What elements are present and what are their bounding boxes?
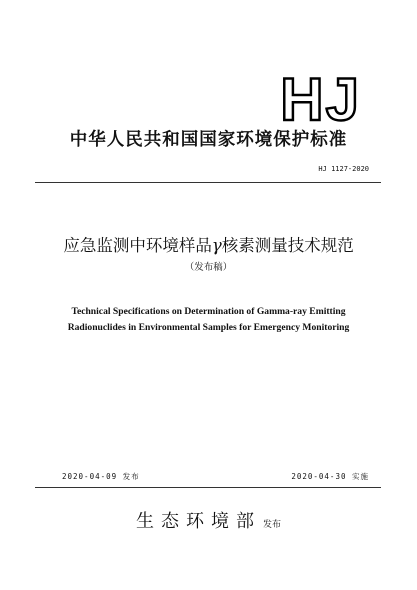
issue-date: 2020-04-09 发布 (62, 472, 140, 481)
english-title-line1: Technical Specifications on Determination of Gamma-ray Emitting (71, 306, 346, 317)
issuer-line (0, 507, 417, 533)
chinese-title-part1: 应急监测中环境样品 (63, 236, 212, 255)
standard-number: HJ 1127-2020 (318, 165, 369, 173)
issuer-suffix: 发布 (262, 520, 281, 530)
gamma-symbol: γ (211, 236, 222, 255)
top-divider (35, 182, 381, 183)
chinese-title (0, 232, 417, 256)
draft-note: （发布稿） (184, 262, 233, 273)
hj-logo: HJ (280, 66, 361, 133)
implementation-date: 2020-04-30 实施 (291, 472, 369, 481)
chinese-title-part2: 核素测量技术规范 (221, 236, 354, 255)
bottom-divider (35, 487, 381, 488)
standard-type-heading: 中华人民共和国国家环境保护标准 (69, 130, 348, 150)
english-title-line2: Radionuclides in Environmental Samples for Emergency Monitoring (67, 322, 350, 333)
issuer-name: 生态环境部 (135, 511, 261, 532)
